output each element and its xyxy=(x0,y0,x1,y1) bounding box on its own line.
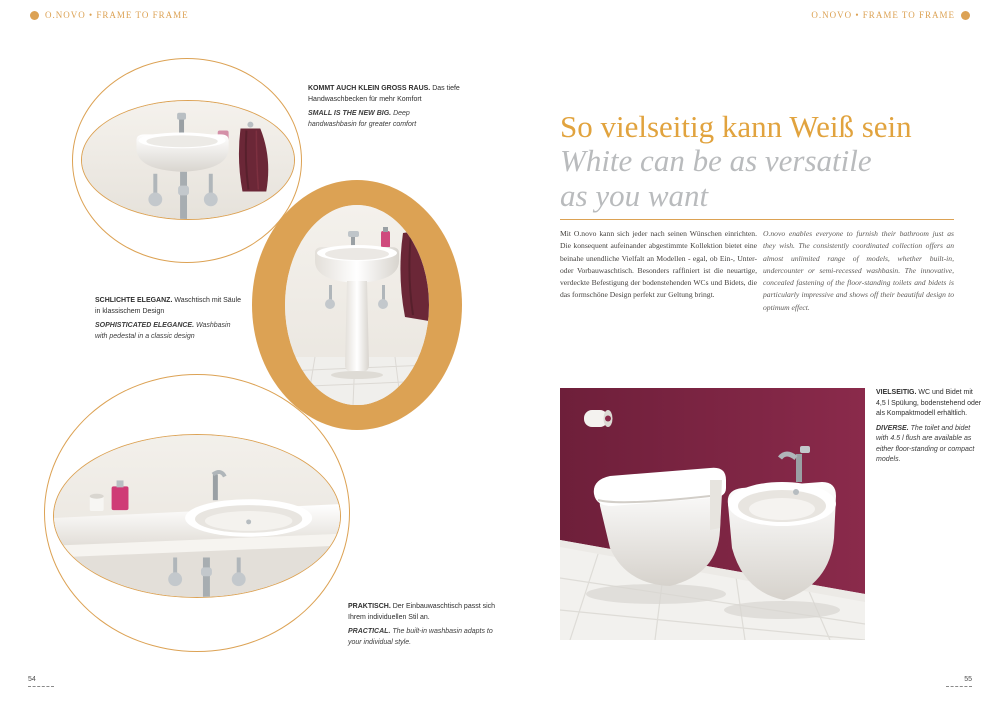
running-head-left-label: O.NOVO • FRAME TO FRAME xyxy=(45,10,189,20)
page-number-right xyxy=(946,676,972,687)
caption-handwashbasin-de: KOMMT AUCH KLEIN GROSS RAUS. Das tiefe Handwaschbecken für mehr Komfort xyxy=(308,85,460,103)
handwashbasin-illustration xyxy=(82,101,294,219)
wc-bidet-illustration xyxy=(560,388,865,640)
intro-paragraph-english: O.novo enables everyone to furnish their bathroom just as they wish. The consistently coordinated collection offers an almost unlimited range of models, whether built-in, undercounter or semi-recessed washbasin. The innovative, concealed fastening of the floor-standing toilets and bidets is particularly impressive and shows off their beautiful design to optimum effect. xyxy=(763,229,954,312)
orange-dot-icon xyxy=(30,11,39,20)
headline-german: So vielseitig kann Weiß sein xyxy=(560,109,912,144)
caption-builtin xyxy=(348,602,500,652)
photo-builtin-washbasin xyxy=(53,434,341,598)
caption-pedestal-de: SCHLICHTE ELEGANZ. Waschtisch mit Säule in klassischem Design xyxy=(95,297,241,315)
intro-paragraph-german: Mit O.novo kann sich jeder nach seinen Wünschen einrichten. Die konsequent aufeinander abgestimmte Kollektion bietet eine beinahe unendliche Vielfalt an Modellen - egal, ob Ein-, Unter- oder Vorbauwaschtisch. Besonders raffiniert ist die neuartige, verdeckte Befestigung der bodenstehenden WCs und Bidets, die das formschöne Design perfekt zur Geltung bringt. xyxy=(560,229,757,300)
running-head-right xyxy=(811,10,970,20)
page-number-left xyxy=(28,676,54,687)
caption-wc-bidet-en: DIVERSE. The toilet and bidet with 4.5 l flush are available as either floor-standing or compact models. xyxy=(876,424,975,463)
caption-builtin-de: PRAKTISCH. Der Einbauwaschtisch passt sich Ihrem individuellen Stil an. xyxy=(348,603,496,621)
page-number-left-value: 54 xyxy=(28,676,36,683)
page-number-right-value: 55 xyxy=(964,676,972,683)
running-head-right-label: O.NOVO • FRAME TO FRAME xyxy=(811,10,955,20)
photo-handwashbasin xyxy=(81,100,295,220)
running-head-left xyxy=(30,10,189,20)
caption-builtin-en: PRACTICAL. The built-in washbasin adapts to your individual style. xyxy=(348,628,493,646)
orange-dot-icon xyxy=(961,11,970,20)
caption-handwashbasin xyxy=(308,84,460,134)
caption-pedestal xyxy=(95,296,243,346)
folio-rule xyxy=(946,686,972,687)
headline xyxy=(560,110,955,214)
photo-wc-and-bidet xyxy=(560,388,865,640)
caption-wc-bidet-de: VIELSEITIG. WC und Bidet mit 4,5 l Spülung, bodenstehend oder als Kompaktmodell erhältlich. xyxy=(876,389,982,417)
pedestal-washbasin-illustration xyxy=(285,205,429,405)
headline-english-line1: White can be as versatile xyxy=(560,143,872,179)
headline-rule xyxy=(560,219,954,220)
caption-pedestal-en: SOPHISTICATED ELEGANCE. Washbasin with pedestal in a classic design xyxy=(95,322,231,340)
headline-english-line2: as you want xyxy=(560,177,709,213)
caption-handwashbasin-en: SMALL IS THE NEW BIG. Deep handwashbasin for greater comfort xyxy=(308,110,417,128)
photo-pedestal-washbasin xyxy=(285,205,429,405)
caption-wc-bidet xyxy=(876,388,982,470)
folio-rule xyxy=(28,686,54,687)
builtin-washbasin-illustration xyxy=(54,435,340,597)
